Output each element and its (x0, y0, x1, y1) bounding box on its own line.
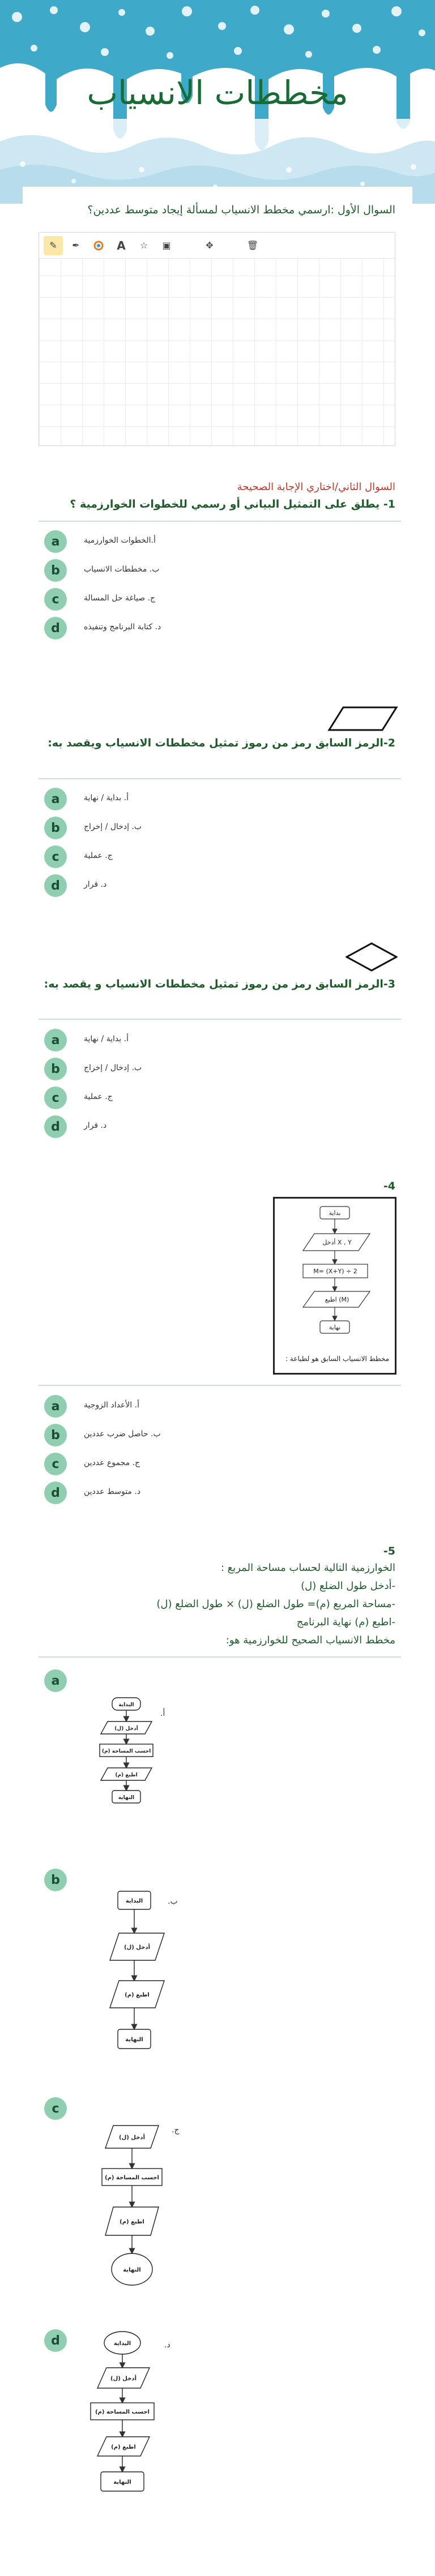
option-badge: c (44, 1453, 67, 1475)
divider (39, 521, 401, 522)
step-text: اطبع (م) (111, 2444, 136, 2450)
option-label: د. (164, 2341, 170, 2350)
option-label: ب. إدخال / إخراج (84, 1063, 142, 1072)
trash-icon[interactable]: 🗑 (246, 240, 259, 251)
option-2-2-b[interactable] (39, 817, 401, 839)
option-badge: b (44, 1424, 67, 1446)
option-2-3-a[interactable] (39, 1029, 401, 1051)
question-2-3-text: 3-الرمز السابق رمز من رموز تمثيل مخططات الانسياب و يقصد به: (44, 978, 395, 990)
algorithm-line-1: الخوارزمية التالية لحساب مساحة المربع : (220, 1562, 395, 1574)
option-label: أ. (160, 1709, 165, 1718)
option-label: د. متوسط عددين (84, 1487, 141, 1496)
option-badge: d (44, 1115, 67, 1138)
option-badge: b (44, 817, 67, 839)
drawing-canvas[interactable] (39, 232, 395, 446)
option-2-5-a[interactable] (39, 1669, 401, 1856)
option-2-4-c[interactable] (39, 1453, 401, 1475)
option-badge: a (44, 788, 67, 810)
option-label: أ.الخطوات الخوارزمية (84, 536, 156, 545)
option-badge: d (44, 874, 67, 897)
option-label: ج. صياغة حل المسالة (84, 594, 156, 603)
parallelogram-symbol (327, 706, 398, 732)
flowchart-option-d (84, 2329, 169, 2533)
algorithm-line-3: -مساحة المربع (م)= طول الضلع (ل) × طول الضلع (ل) (156, 1598, 395, 1610)
divider (39, 1019, 401, 1020)
option-badge: a (44, 530, 67, 553)
option-2-5-d[interactable] (39, 2329, 401, 2544)
step-text: النهاية (113, 2479, 131, 2485)
option-label: د. قرار (84, 1121, 107, 1130)
algorithm-line-2: -أدخل طول الضلع (ل) (301, 1580, 395, 1592)
divider (39, 778, 401, 779)
flowchart-output-text: اطبع (M) (325, 1296, 349, 1303)
question-2-1-text: 1- يطلق على التمثيل البياني أو رسمي للخطوات الخوارزمية ؟ (70, 498, 395, 510)
flowchart-start-text: بداية (329, 1209, 341, 1217)
flowchart-option-c (95, 2120, 174, 2301)
step-text: البداية (118, 1702, 134, 1708)
algorithm-line-4: -اطبع (م) نهاية البرنامج (296, 1616, 395, 1628)
option-badge: c (44, 588, 67, 611)
option-label: ب. (168, 1897, 178, 1906)
option-2-5-b[interactable] (39, 1869, 401, 2084)
drawing-toolbar (39, 233, 395, 259)
option-label: ج. (172, 2126, 180, 2135)
option-badge: a (44, 1029, 67, 1051)
option-label: ج. عملية (84, 1092, 113, 1101)
option-label: د. قرار (84, 880, 107, 889)
question-2-heading: السوال الثاني/اختاري الإجابة الصحيحة (237, 481, 395, 493)
option-2-5-c[interactable] (39, 2097, 401, 2312)
flowchart-option-a (89, 1692, 163, 1856)
option-2-1-b[interactable] (39, 559, 401, 582)
option-label: ج. مجموع عددين (84, 1458, 140, 1467)
option-2-1-a[interactable] (39, 530, 401, 553)
option-badge: d (44, 2329, 67, 2352)
flowchart-process-text: M= (X+Y) ÷ 2 (313, 1268, 357, 1275)
step-text: أدخل (ل) (110, 2376, 137, 2382)
question-2-2-text: 2-الرمز السابق رمز من رموز تمثيل مخططات الانسياب ويقصد به: (48, 737, 395, 749)
divider (39, 1656, 401, 1658)
flowchart-caption: مخطط الانسياب السابق هو لطباعة : (285, 1355, 389, 1363)
divider (39, 1385, 401, 1386)
worksheet-card (23, 187, 412, 2576)
flowchart-diagram (275, 1199, 395, 1351)
option-2-1-d[interactable] (39, 617, 401, 639)
option-2-1-c[interactable] (39, 588, 401, 611)
option-label: أ. بداية / نهاية (84, 1034, 129, 1044)
algorithm-line-5: مخطط الانسياب الصحيح للخوارزمية هو: (225, 1634, 395, 1646)
option-label: ب. حاصل ضرب عددين (84, 1429, 161, 1439)
option-2-4-d[interactable] (39, 1482, 401, 1504)
star-icon[interactable]: ☆ (139, 240, 148, 251)
page-header (0, 0, 435, 204)
option-2-4-a[interactable] (39, 1395, 401, 1418)
option-label: أ. الأعداد الزوجية (84, 1401, 139, 1410)
option-2-4-b[interactable] (39, 1424, 401, 1446)
step-text: النهاية (123, 2267, 141, 2273)
option-badge: d (44, 617, 67, 639)
step-text: احسب المساحة (م) (101, 1749, 151, 1754)
option-badge: a (44, 1395, 67, 1418)
option-badge: a (44, 1669, 67, 1692)
step-text: النهاية (118, 1795, 135, 1801)
option-label: ب. إدخال / إخراج (84, 822, 142, 831)
step-text: اطبع (م) (115, 1772, 138, 1778)
step-text: البداية (113, 2341, 131, 2347)
option-badge: d (44, 1482, 67, 1504)
option-badge: b (44, 1869, 67, 1891)
step-text: اطبع (م) (125, 1992, 150, 1998)
text-icon[interactable]: A (117, 238, 126, 252)
question-2-5-number: 5- (383, 1545, 395, 1557)
brush-icon[interactable]: ✒ (72, 240, 80, 251)
option-2-2-c[interactable] (39, 845, 401, 868)
step-text: النهاية (125, 2037, 143, 2043)
option-2-3-c[interactable] (39, 1087, 401, 1109)
option-label: ب. مخططات الانسياب (84, 565, 160, 574)
flowchart-input-text: أدخل X , Y (322, 1239, 352, 1246)
option-label: د. كتابة البرنامج وتنفيذه (84, 622, 161, 632)
pencil-icon[interactable]: ✎ (44, 236, 63, 255)
option-label: ج. عملية (84, 851, 113, 860)
step-text: اطبع (م) (120, 2219, 144, 2225)
option-2-3-b[interactable] (39, 1058, 401, 1080)
diamond-symbol (346, 942, 398, 972)
move-icon[interactable]: ✥ (206, 240, 214, 251)
palette-icon[interactable] (89, 236, 108, 255)
option-2-3-d[interactable] (39, 1115, 401, 1138)
option-badge: c (44, 2097, 67, 2120)
step-text: أدخل (ل) (114, 1726, 138, 1732)
flowchart-figure (273, 1197, 396, 1375)
option-badge: b (44, 559, 67, 582)
step-text: أدخل (ل) (124, 1944, 150, 1951)
step-text: البداية (125, 1898, 143, 1904)
flowchart-option-b (101, 1880, 174, 2067)
option-badge: b (44, 1058, 67, 1080)
step-text: أدخل (ل) (119, 2135, 145, 2141)
page-title: مخططات الانسياب (87, 74, 348, 112)
image-icon[interactable]: ▣ (162, 240, 171, 251)
option-2-2-a[interactable] (39, 788, 401, 810)
step-text: احسب المساحة (م) (105, 2175, 159, 2181)
question-2-4-number: 4- (383, 1180, 395, 1192)
flowchart-end-text: نهاية (329, 1324, 341, 1331)
option-badge: c (44, 845, 67, 868)
option-badge: c (44, 1087, 67, 1109)
option-label: أ. بداية / نهاية (84, 793, 129, 802)
option-2-2-d[interactable] (39, 874, 401, 897)
step-text: احسب المساحة (م) (95, 2409, 150, 2415)
question-1-text: السوال الأول :ارسمي مخطط الانسياب لمسألة إيجاد متوسط عددين؟ (87, 204, 395, 216)
